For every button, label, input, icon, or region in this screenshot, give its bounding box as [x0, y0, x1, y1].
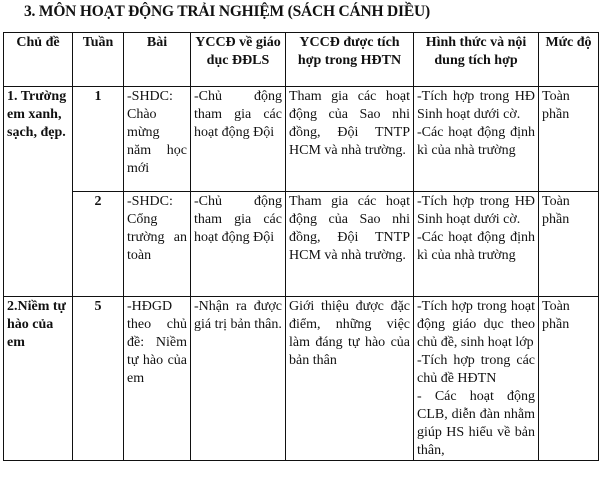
table-row	[4, 192, 599, 297]
cell-yccd-ddls: -Chủ động tham gia các hoạt động Đội	[191, 87, 286, 192]
cell-hinh-thuc	[414, 297, 539, 461]
cell-tuan: 1	[73, 87, 124, 192]
hinh-thuc-line: -Tích hợp trong HĐ Sinh hoạt dưới cờ.	[417, 194, 535, 227]
cell-yccd-ddls: -Chủ động tham gia các hoạt động Đội	[191, 192, 286, 297]
header-row	[4, 33, 599, 87]
hinh-thuc-line: - Các hoạt động CLB, diễn đàn nhằm giúp HS hiểu về bản thân,	[417, 389, 535, 458]
header-tuan: Tuần	[73, 33, 124, 87]
cell-muc-do: Toàn phần	[539, 192, 599, 297]
cell-chu-de: 1. Trường em xanh, sạch, đẹp.	[4, 87, 73, 297]
header-muc-do: Mức độ	[539, 33, 599, 87]
header-yccd-ddls: YCCĐ về giáo dục ĐĐLS	[191, 33, 286, 87]
header-hinh-thuc: Hình thức và nội dung tích hợp	[414, 33, 539, 87]
header-yccd-hdtn: YCCĐ được tích hợp trong HĐTN	[286, 33, 414, 87]
cell-hinh-thuc	[414, 192, 539, 297]
cell-chu-de: 2.Niềm tự hào của em	[4, 297, 73, 461]
integration-table	[3, 32, 599, 461]
section-title: 3. MÔN HOẠT ĐỘNG TRẢI NGHIỆM (SÁCH CÁNH DIỀU)	[24, 3, 430, 20]
cell-yccd-hdtn: Tham gia các hoạt động của Sao nhi đồng, Đội TNTP HCM và nhà trường.	[286, 87, 414, 192]
hinh-thuc-line: -Tích hợp trong các chủ đề HĐTN	[417, 353, 535, 386]
header-bai: Bài	[124, 33, 191, 87]
cell-tuan: 5	[73, 297, 124, 461]
cell-bai: -SHDC: Chào mừng năm học mới	[124, 87, 191, 192]
cell-yccd-ddls: -Nhận ra được giá trị bản thân.	[191, 297, 286, 461]
cell-yccd-hdtn: Tham gia các hoạt động của Sao nhi đồng, Đội TNTP HCM và nhà trường.	[286, 192, 414, 297]
table-row	[4, 297, 599, 461]
cell-bai: -HĐGD theo chủ đề: Niềm tự hào của em	[124, 297, 191, 461]
cell-muc-do: Toàn phần	[539, 297, 599, 461]
header-chu-de: Chủ đề	[4, 33, 73, 87]
cell-tuan: 2	[73, 192, 124, 297]
hinh-thuc-line: -Các hoạt động định kì của nhà trường	[417, 125, 535, 158]
table-row	[4, 87, 599, 192]
hinh-thuc-line: -Tích hợp trong hoạt động giáo dục theo chủ đề, sinh hoạt lớp	[417, 299, 535, 350]
cell-yccd-hdtn: Giới thiệu được đặc điểm, những việc làm đáng tự hào của bản thân	[286, 297, 414, 461]
hinh-thuc-line: -Các hoạt động định kì của nhà trường	[417, 230, 535, 263]
cell-muc-do: Toàn phần	[539, 87, 599, 192]
cell-bai: -SHDC: Cổng trường an toàn	[124, 192, 191, 297]
cell-hinh-thuc	[414, 87, 539, 192]
hinh-thuc-line: -Tích hợp trong HĐ Sinh hoạt dưới cờ.	[417, 89, 535, 122]
